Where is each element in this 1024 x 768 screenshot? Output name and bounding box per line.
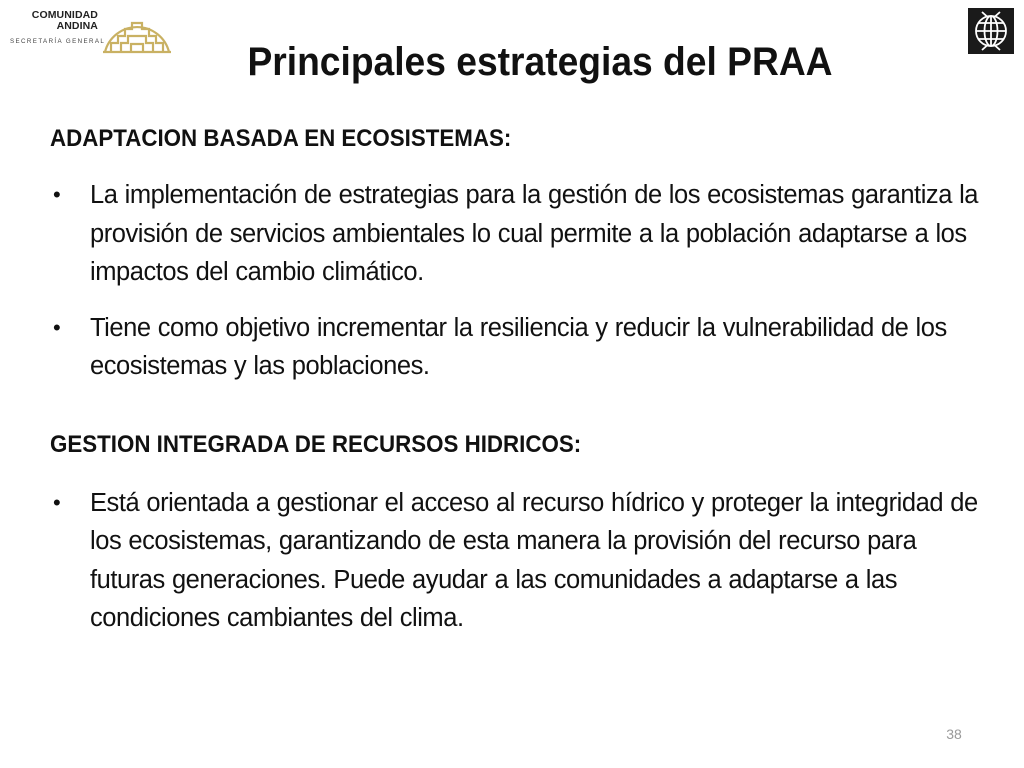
section-heading: GESTION INTEGRADA DE RECURSOS HIDRICOS: <box>50 430 582 458</box>
slide-content <box>50 120 990 638</box>
slide-title: Principales estrategias del PRAA <box>247 40 833 84</box>
bullet-item <box>50 309 990 386</box>
bullet-list <box>50 484 990 638</box>
bullet-list <box>50 176 990 386</box>
bullet-dot: • <box>53 489 61 515</box>
logo-line-andina: ANDINA <box>56 20 98 32</box>
page-number: 38 <box>946 726 962 742</box>
logo-line-secretaria: SECRETARÍA GENERAL <box>10 38 106 45</box>
bullet-item <box>50 484 990 638</box>
section-ecosystem-adaptation <box>50 120 990 386</box>
section-water-resources <box>50 426 990 638</box>
bullet-text: Tiene como objetivo incrementar la resiliencia y reducir la vulnerabilidad de los ecosistemas y las poblaciones. <box>90 313 947 380</box>
section-heading: ADAPTACION BASADA EN ECOSISTEMAS: <box>50 125 512 152</box>
bullet-text: Está orientada a gestionar el acceso al recurso hídrico y proteger la integridad de los ecosistemas, garantizando de esta manera la provisión del recurso para futuras generaciones. Puede ayudar a las comunidades a adaptarse a las condiciones cambiantes del clima. <box>90 488 978 632</box>
bullet-text: La implementación de estrategias para la gestión de los ecosistemas garantiza la provisión de servicios ambientales lo cual permite a la población adaptarse a los impactos del cambio climático. <box>90 181 979 286</box>
logo-line-comunidad: COMUNIDAD <box>31 9 98 21</box>
bullet-item <box>50 176 990 292</box>
bullet-dot: • <box>53 182 61 207</box>
bullet-dot: • <box>53 314 61 340</box>
